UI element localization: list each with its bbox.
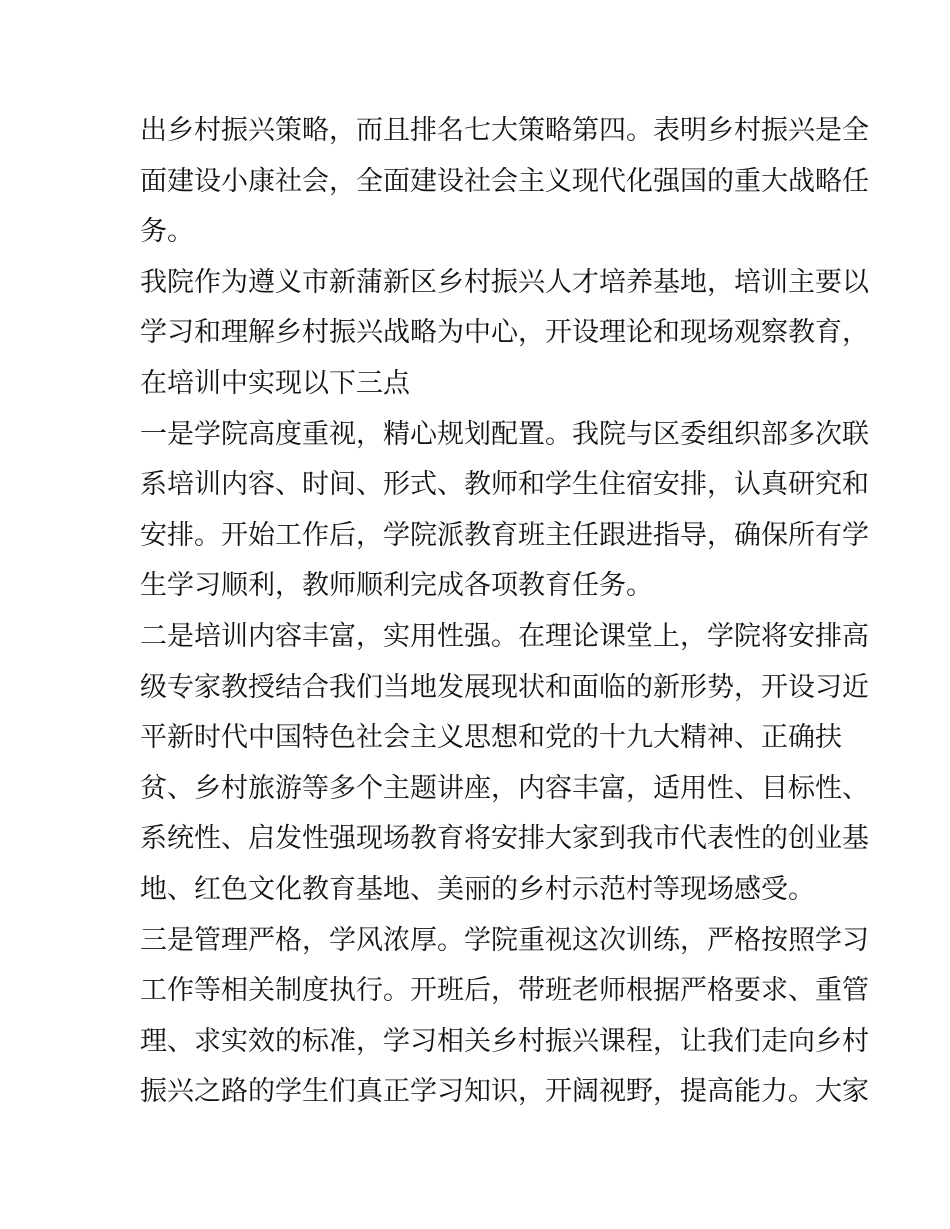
text-line: 工作等相关制度执行。开班后，带班老师根据严格要求、重管 <box>140 975 869 1007</box>
text-line: 贫、乡村旅游等多个主题讲座，内容丰富，适用性、目标性、 <box>140 772 869 804</box>
text-line: 振兴之路的学生们真正学习知识，开阔视野，提高能力。大家 <box>140 1076 869 1108</box>
text-line: 在培训中实现以下三点 <box>140 367 410 399</box>
text-line: 一是学院高度重视，精心规划配置。我院与区委组织部多次联 <box>140 418 869 450</box>
text-line: 二是培训内容丰富，实用性强。在理论课堂上，学院将安排高 <box>140 620 869 652</box>
text-line: 系培训内容、时间、形式、教师和学生住宿安排，认真研究和 <box>140 469 869 501</box>
text-line: 平新时代中国特色社会主义思想和党的十九大精神、正确扶 <box>140 722 842 754</box>
text-line: 出乡村振兴策略，而且排名七大策略第四。表明乡村振兴是全 <box>140 115 869 146</box>
text-line: 学习和理解乡村振兴战略为中心，开设理论和现场观察教育， <box>140 317 869 349</box>
text-line: 面建设小康社会，全面建设社会主义现代化强国的重大战略任 <box>140 165 869 197</box>
text-line: 三是管理严格，学风浓厚。学院重视这次训练，严格按照学习 <box>140 924 869 956</box>
text-line: 我院作为遵义市新蒲新区乡村振兴人才培养基地，培训主要以 <box>140 266 869 298</box>
text-line: 系统性、启发性强现场教育将安排大家到我市代表性的创业基 <box>140 823 869 855</box>
text-line: 生学习顺利，教师顺利完成各项教育任务。 <box>140 570 653 602</box>
text-line: 务。 <box>140 216 194 248</box>
text-line: 地、红色文化教育基地、美丽的乡村示范村等现场感受。 <box>140 873 815 905</box>
text-line: 安排。开始工作后，学院派教育班主任跟进指导，确保所有学 <box>140 519 869 551</box>
body-text <box>140 106 869 1118</box>
text-line: 级专家教授结合我们当地发展现状和面临的新形势，开设习近 <box>140 671 869 703</box>
text-line: 理、求实效的标准，学习相关乡村振兴课程，让我们走向乡村 <box>140 1025 869 1057</box>
